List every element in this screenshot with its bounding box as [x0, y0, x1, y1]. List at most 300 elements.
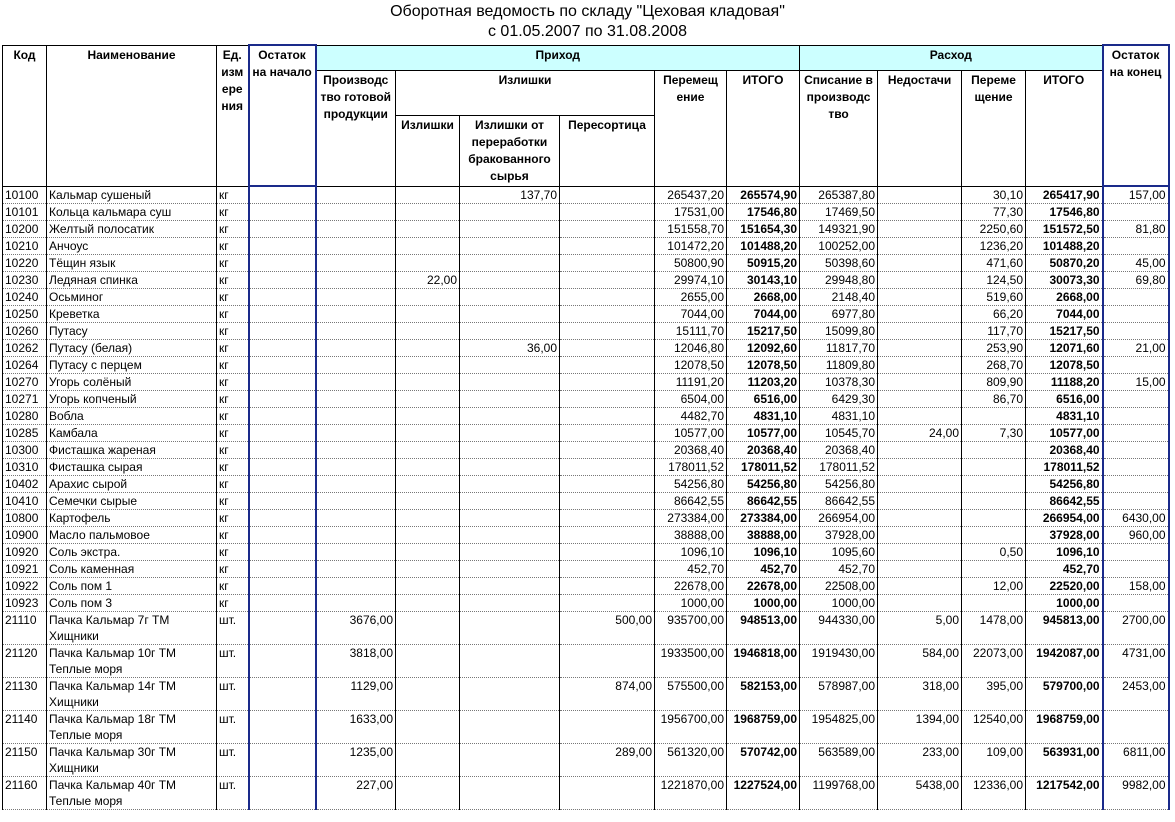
- cell-shortage: [878, 595, 962, 612]
- table-row: [3, 204, 1169, 221]
- cell-total-in: 4831,10: [727, 408, 800, 425]
- cell-total-in: 273384,00: [727, 510, 800, 527]
- cell-total-out: 15217,50: [1026, 323, 1103, 340]
- cell-surplus-rework: [460, 510, 560, 527]
- cell-shortage: [878, 578, 962, 595]
- cell-total-out: 20368,40: [1026, 442, 1103, 459]
- cell-name: Соль каменная: [47, 561, 217, 578]
- cell-regrade: [560, 272, 655, 289]
- cell-total-in: 30143,10: [727, 272, 800, 289]
- cell-shortage: [878, 561, 962, 578]
- cell-shortage: [878, 459, 962, 476]
- cell-end-balance: 9982,00: [1103, 777, 1169, 810]
- cell-production: [316, 272, 396, 289]
- cell-transfer-in: 86642,55: [655, 493, 727, 510]
- cell-surplus: 22,00: [396, 272, 460, 289]
- table-row: [3, 186, 1169, 204]
- cell-production: 3676,00: [316, 612, 396, 645]
- cell-unit: шт.: [217, 645, 249, 678]
- cell-transfer-in: 15111,70: [655, 323, 727, 340]
- cell-writeoff: 54256,80: [800, 476, 878, 493]
- cell-surplus: [396, 476, 460, 493]
- cell-start-balance: [249, 711, 316, 744]
- cell-name: Вобла: [47, 408, 217, 425]
- cell-transfer-out: 268,70: [962, 357, 1026, 374]
- cell-shortage: [878, 544, 962, 561]
- table-row: [3, 459, 1169, 476]
- cell-total-in: 101488,20: [727, 238, 800, 255]
- cell-transfer-in: 12078,50: [655, 357, 727, 374]
- cell-writeoff: 86642,55: [800, 493, 878, 510]
- cell-transfer-in: 6504,00: [655, 391, 727, 408]
- cell-name: Пачка Кальмар 30г ТМ Хищники: [47, 744, 217, 777]
- table-row: [3, 777, 1169, 810]
- cell-regrade: [560, 544, 655, 561]
- cell-end-balance: 21,00: [1103, 340, 1169, 357]
- cell-name: Соль пом 1: [47, 578, 217, 595]
- cell-total-in: 582153,00: [727, 678, 800, 711]
- cell-total-in: 22678,00: [727, 578, 800, 595]
- cell-end-balance: 45,00: [1103, 255, 1169, 272]
- cell-total-out: 266954,00: [1026, 510, 1103, 527]
- cell-start-balance: [249, 510, 316, 527]
- header-start-balance: Остаток на начало: [249, 45, 316, 186]
- cell-transfer-in: 1933500,00: [655, 645, 727, 678]
- table-row: [3, 678, 1169, 711]
- cell-transfer-out: 77,30: [962, 204, 1026, 221]
- cell-code: 21140: [3, 711, 47, 744]
- cell-regrade: [560, 578, 655, 595]
- cell-regrade: [560, 306, 655, 323]
- header-transfer-out: Переме щение: [962, 70, 1026, 186]
- cell-production: [316, 510, 396, 527]
- cell-transfer-in: 935700,00: [655, 612, 727, 645]
- cell-start-balance: [249, 425, 316, 442]
- cell-surplus-rework: [460, 391, 560, 408]
- cell-surplus-rework: [460, 476, 560, 493]
- table-row: [3, 374, 1169, 391]
- cell-transfer-in: 29974,10: [655, 272, 727, 289]
- cell-start-balance: [249, 744, 316, 777]
- cell-unit: кг: [217, 544, 249, 561]
- table-row: [3, 561, 1169, 578]
- cell-regrade: [560, 186, 655, 204]
- cell-regrade: [560, 476, 655, 493]
- table-body: [3, 186, 1169, 810]
- cell-regrade: [560, 777, 655, 810]
- cell-total-out: 37928,00: [1026, 527, 1103, 544]
- cell-regrade: [560, 238, 655, 255]
- cell-transfer-out: 519,60: [962, 289, 1026, 306]
- cell-surplus-rework: [460, 272, 560, 289]
- cell-surplus-rework: [460, 204, 560, 221]
- cell-end-balance: [1103, 408, 1169, 425]
- header-shortage: Недостачи: [878, 70, 962, 186]
- cell-transfer-out: [962, 493, 1026, 510]
- cell-total-out: 54256,80: [1026, 476, 1103, 493]
- cell-production: 3818,00: [316, 645, 396, 678]
- cell-writeoff: 265387,80: [800, 186, 878, 204]
- cell-surplus-rework: [460, 289, 560, 306]
- cell-transfer-out: 395,00: [962, 678, 1026, 711]
- cell-writeoff: 1954825,00: [800, 711, 878, 744]
- cell-surplus-rework: [460, 255, 560, 272]
- cell-total-out: 30073,30: [1026, 272, 1103, 289]
- cell-production: [316, 289, 396, 306]
- cell-regrade: [560, 255, 655, 272]
- cell-surplus: [396, 442, 460, 459]
- cell-shortage: [878, 238, 962, 255]
- cell-start-balance: [249, 544, 316, 561]
- cell-total-out: 17546,80: [1026, 204, 1103, 221]
- header-expense: Расход: [800, 45, 1103, 70]
- cell-surplus: [396, 340, 460, 357]
- cell-surplus-rework: [460, 777, 560, 810]
- cell-writeoff: 944330,00: [800, 612, 878, 645]
- cell-surplus: [396, 711, 460, 744]
- header-regrade: Пересортица: [560, 115, 655, 186]
- cell-transfer-out: 117,70: [962, 323, 1026, 340]
- cell-writeoff: 149321,90: [800, 221, 878, 238]
- cell-code: 10300: [3, 442, 47, 459]
- cell-start-balance: [249, 408, 316, 425]
- cell-production: [316, 340, 396, 357]
- cell-surplus-rework: [460, 544, 560, 561]
- header-transfer-in: Перемещ ение: [655, 70, 727, 186]
- cell-end-balance: 15,00: [1103, 374, 1169, 391]
- cell-total-in: 11203,20: [727, 374, 800, 391]
- cell-regrade: [560, 323, 655, 340]
- cell-surplus-rework: [460, 425, 560, 442]
- cell-unit: кг: [217, 408, 249, 425]
- cell-total-out: 1942087,00: [1026, 645, 1103, 678]
- cell-surplus: [396, 289, 460, 306]
- cell-start-balance: [249, 561, 316, 578]
- cell-writeoff: 4831,10: [800, 408, 878, 425]
- cell-surplus-rework: [460, 493, 560, 510]
- cell-surplus: [396, 578, 460, 595]
- cell-total-in: 2668,00: [727, 289, 800, 306]
- cell-unit: шт.: [217, 612, 249, 645]
- cell-total-in: 1227524,00: [727, 777, 800, 810]
- cell-regrade: [560, 510, 655, 527]
- cell-total-out: 579700,00: [1026, 678, 1103, 711]
- cell-total-out: 1968759,00: [1026, 711, 1103, 744]
- cell-name: Камбала: [47, 425, 217, 442]
- cell-code: 10220: [3, 255, 47, 272]
- cell-regrade: [560, 374, 655, 391]
- cell-total-in: 265574,90: [727, 186, 800, 204]
- cell-regrade: [560, 459, 655, 476]
- cell-transfer-out: [962, 561, 1026, 578]
- cell-total-out: 7044,00: [1026, 306, 1103, 323]
- cell-end-balance: 4731,00: [1103, 645, 1169, 678]
- cell-writeoff: 50398,60: [800, 255, 878, 272]
- cell-total-out: 12078,50: [1026, 357, 1103, 374]
- cell-total-in: 10577,00: [727, 425, 800, 442]
- cell-transfer-in: 4482,70: [655, 408, 727, 425]
- cell-unit: кг: [217, 340, 249, 357]
- cell-total-out: 6516,00: [1026, 391, 1103, 408]
- cell-end-balance: 6430,00: [1103, 510, 1169, 527]
- table-row: [3, 255, 1169, 272]
- cell-start-balance: [249, 186, 316, 204]
- cell-start-balance: [249, 340, 316, 357]
- cell-end-balance: 2453,00: [1103, 678, 1169, 711]
- table-row: [3, 238, 1169, 255]
- cell-code: 10240: [3, 289, 47, 306]
- cell-total-in: 570742,00: [727, 744, 800, 777]
- cell-start-balance: [249, 493, 316, 510]
- cell-shortage: [878, 272, 962, 289]
- cell-name: Кольца кальмара суш: [47, 204, 217, 221]
- cell-name: Кальмар сушеный: [47, 186, 217, 204]
- cell-surplus: [396, 323, 460, 340]
- cell-total-out: 1096,10: [1026, 544, 1103, 561]
- cell-name: Пачка Кальмар 40г ТМ Теплые моря: [47, 777, 217, 810]
- cell-end-balance: [1103, 442, 1169, 459]
- cell-regrade: [560, 442, 655, 459]
- cell-name: Семечки сырые: [47, 493, 217, 510]
- cell-surplus: [396, 459, 460, 476]
- cell-surplus-rework: [460, 221, 560, 238]
- cell-writeoff: 6429,30: [800, 391, 878, 408]
- table-row: [3, 323, 1169, 340]
- cell-surplus-rework: 36,00: [460, 340, 560, 357]
- cell-code: 10271: [3, 391, 47, 408]
- cell-regrade: [560, 357, 655, 374]
- table-row: [3, 645, 1169, 678]
- table-row: [3, 544, 1169, 561]
- cell-start-balance: [249, 595, 316, 612]
- cell-surplus: [396, 527, 460, 544]
- cell-name: Креветка: [47, 306, 217, 323]
- cell-transfer-out: [962, 476, 1026, 493]
- cell-code: 10800: [3, 510, 47, 527]
- cell-name: Масло пальмовое: [47, 527, 217, 544]
- table-row: [3, 744, 1169, 777]
- cell-surplus-rework: [460, 408, 560, 425]
- cell-unit: кг: [217, 595, 249, 612]
- cell-code: 10920: [3, 544, 47, 561]
- cell-total-in: 151654,30: [727, 221, 800, 238]
- cell-code: 10280: [3, 408, 47, 425]
- table-row: [3, 289, 1169, 306]
- cell-production: 1129,00: [316, 678, 396, 711]
- cell-production: 1633,00: [316, 711, 396, 744]
- cell-total-in: 12078,50: [727, 357, 800, 374]
- cell-transfer-out: 1478,00: [962, 612, 1026, 645]
- header-total-in: ИТОГО: [727, 70, 800, 186]
- table-row: [3, 510, 1169, 527]
- cell-total-out: 50870,20: [1026, 255, 1103, 272]
- cell-code: 10270: [3, 374, 47, 391]
- cell-total-in: 1096,10: [727, 544, 800, 561]
- cell-writeoff: 452,70: [800, 561, 878, 578]
- cell-total-in: 178011,52: [727, 459, 800, 476]
- cell-end-balance: [1103, 306, 1169, 323]
- cell-writeoff: 2148,40: [800, 289, 878, 306]
- cell-code: 10100: [3, 186, 47, 204]
- cell-transfer-in: 12046,80: [655, 340, 727, 357]
- table-row: [3, 272, 1169, 289]
- cell-writeoff: 17469,50: [800, 204, 878, 221]
- cell-surplus: [396, 510, 460, 527]
- cell-end-balance: [1103, 544, 1169, 561]
- cell-shortage: [878, 408, 962, 425]
- cell-production: 227,00: [316, 777, 396, 810]
- cell-shortage: [878, 306, 962, 323]
- cell-name: Тёщин язык: [47, 255, 217, 272]
- cell-start-balance: [249, 306, 316, 323]
- cell-surplus-rework: [460, 561, 560, 578]
- header-production: Производс тво готовой продукции: [316, 70, 396, 186]
- cell-writeoff: 15099,80: [800, 323, 878, 340]
- cell-code: 21150: [3, 744, 47, 777]
- cell-code: 10402: [3, 476, 47, 493]
- cell-start-balance: [249, 272, 316, 289]
- cell-transfer-out: 253,90: [962, 340, 1026, 357]
- cell-production: [316, 221, 396, 238]
- cell-total-out: 86642,55: [1026, 493, 1103, 510]
- cell-unit: кг: [217, 323, 249, 340]
- cell-total-in: 12092,60: [727, 340, 800, 357]
- cell-total-out: 563931,00: [1026, 744, 1103, 777]
- cell-shortage: [878, 255, 962, 272]
- header-surplus: Излишки: [396, 115, 460, 186]
- cell-surplus: [396, 777, 460, 810]
- cell-total-in: 6516,00: [727, 391, 800, 408]
- cell-transfer-out: [962, 442, 1026, 459]
- cell-unit: кг: [217, 476, 249, 493]
- cell-surplus-rework: [460, 238, 560, 255]
- cell-end-balance: 6811,00: [1103, 744, 1169, 777]
- cell-total-out: 10577,00: [1026, 425, 1103, 442]
- cell-surplus: [396, 204, 460, 221]
- cell-total-out: 1000,00: [1026, 595, 1103, 612]
- cell-surplus: [396, 408, 460, 425]
- cell-regrade: [560, 340, 655, 357]
- cell-surplus: [396, 186, 460, 204]
- cell-transfer-in: 1956700,00: [655, 711, 727, 744]
- cell-transfer-out: 471,60: [962, 255, 1026, 272]
- cell-production: [316, 561, 396, 578]
- cell-surplus-rework: 137,70: [460, 186, 560, 204]
- cell-total-in: 1000,00: [727, 595, 800, 612]
- cell-transfer-in: 452,70: [655, 561, 727, 578]
- cell-start-balance: [249, 374, 316, 391]
- cell-name: Фисташка сырая: [47, 459, 217, 476]
- cell-unit: кг: [217, 442, 249, 459]
- cell-name: Путасу: [47, 323, 217, 340]
- cell-production: [316, 493, 396, 510]
- cell-unit: кг: [217, 459, 249, 476]
- cell-unit: кг: [217, 425, 249, 442]
- cell-shortage: [878, 340, 962, 357]
- cell-shortage: [878, 510, 962, 527]
- cell-transfer-in: 1221870,00: [655, 777, 727, 810]
- cell-total-out: 4831,10: [1026, 408, 1103, 425]
- cell-production: [316, 357, 396, 374]
- cell-transfer-out: 22073,00: [962, 645, 1026, 678]
- cell-regrade: [560, 711, 655, 744]
- cell-end-balance: [1103, 459, 1169, 476]
- cell-surplus: [396, 221, 460, 238]
- cell-surplus: [396, 374, 460, 391]
- cell-writeoff: 1095,60: [800, 544, 878, 561]
- cell-transfer-out: 0,50: [962, 544, 1026, 561]
- cell-writeoff: 178011,52: [800, 459, 878, 476]
- cell-shortage: [878, 221, 962, 238]
- cell-end-balance: [1103, 357, 1169, 374]
- cell-surplus: [396, 744, 460, 777]
- cell-regrade: [560, 493, 655, 510]
- cell-regrade: 289,00: [560, 744, 655, 777]
- cell-name: Картофель: [47, 510, 217, 527]
- cell-transfer-out: 109,00: [962, 744, 1026, 777]
- cell-production: 1235,00: [316, 744, 396, 777]
- cell-unit: кг: [217, 493, 249, 510]
- cell-regrade: [560, 221, 655, 238]
- cell-unit: кг: [217, 204, 249, 221]
- cell-start-balance: [249, 204, 316, 221]
- cell-start-balance: [249, 612, 316, 645]
- table-row: [3, 612, 1169, 645]
- cell-production: [316, 442, 396, 459]
- cell-writeoff: 29948,80: [800, 272, 878, 289]
- cell-end-balance: [1103, 711, 1169, 744]
- cell-writeoff: 1199768,00: [800, 777, 878, 810]
- cell-surplus-rework: [460, 374, 560, 391]
- cell-production: [316, 425, 396, 442]
- cell-shortage: 5438,00: [878, 777, 962, 810]
- cell-surplus-rework: [460, 744, 560, 777]
- cell-production: [316, 186, 396, 204]
- report-title: Оборотная ведомость по складу "Цеховая кладовая": [390, 3, 785, 20]
- cell-shortage: [878, 204, 962, 221]
- cell-surplus: [396, 645, 460, 678]
- cell-writeoff: 22508,00: [800, 578, 878, 595]
- cell-end-balance: [1103, 561, 1169, 578]
- cell-unit: шт.: [217, 744, 249, 777]
- cell-surplus: [396, 595, 460, 612]
- cell-regrade: [560, 204, 655, 221]
- cell-name: Осьминог: [47, 289, 217, 306]
- cell-unit: кг: [217, 255, 249, 272]
- cell-name: Пачка Кальмар 7г ТМ Хищники: [47, 612, 217, 645]
- header-income: Приход: [316, 45, 800, 70]
- cell-transfer-in: 101472,20: [655, 238, 727, 255]
- cell-name: Путасу (белая): [47, 340, 217, 357]
- table-row: [3, 408, 1169, 425]
- cell-code: 10210: [3, 238, 47, 255]
- header-surplus-group: Излишки: [396, 70, 655, 115]
- cell-end-balance: 69,80: [1103, 272, 1169, 289]
- cell-start-balance: [249, 289, 316, 306]
- cell-total-in: 7044,00: [727, 306, 800, 323]
- cell-end-balance: [1103, 493, 1169, 510]
- cell-regrade: [560, 425, 655, 442]
- header-unit: Ед. изм ере ния: [217, 45, 249, 186]
- cell-end-balance: [1103, 204, 1169, 221]
- cell-writeoff: 578987,00: [800, 678, 878, 711]
- table-row: [3, 425, 1169, 442]
- cell-regrade: [560, 289, 655, 306]
- cell-shortage: [878, 527, 962, 544]
- cell-start-balance: [249, 255, 316, 272]
- cell-unit: кг: [217, 186, 249, 204]
- cell-transfer-in: 265437,20: [655, 186, 727, 204]
